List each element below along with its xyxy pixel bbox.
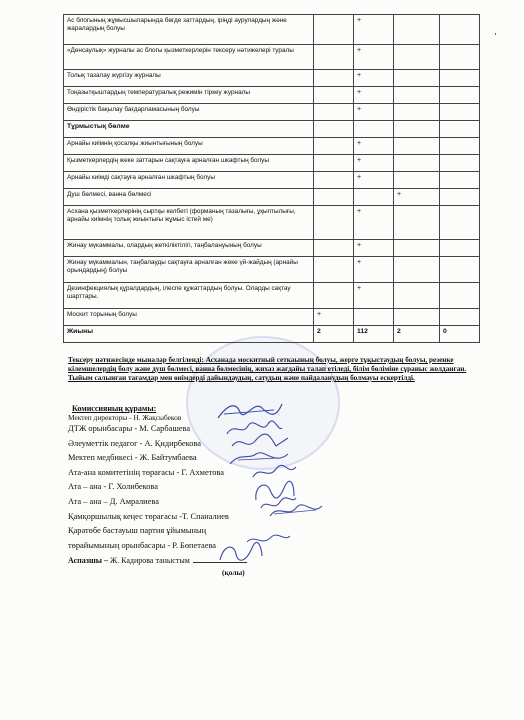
row-mark-col-4: 0 (440, 326, 480, 343)
row-mark-col-3: + (394, 189, 440, 206)
row-mark-col-1: 2 (314, 326, 354, 343)
row-mark-col-1 (314, 172, 354, 189)
row-mark-col-3 (394, 283, 440, 309)
row-mark-col-2 (354, 189, 394, 206)
row-mark-col-4 (440, 257, 480, 283)
row-mark-col-4 (440, 155, 480, 172)
table-row (64, 87, 480, 104)
row-mark-col-3 (394, 155, 440, 172)
row-mark-col-2 (354, 121, 394, 138)
table-row (64, 45, 480, 70)
row-mark-col-2: + (354, 155, 394, 172)
row-label: Арнайы киімді сақтауға арналған шкафтың болуы (64, 172, 314, 189)
row-label: Тұрмыстық бөлме (64, 121, 314, 138)
row-mark-col-1 (314, 70, 354, 87)
row-mark-col-1 (314, 138, 354, 155)
commission-member: Ата – ана - Г. Холибекова (68, 482, 158, 492)
row-mark-col-2: + (354, 206, 394, 240)
row-label: Ас блогының жұмысшыларында бөгде заттардың, іріңді аурулардың және жаралардың болуы (64, 15, 314, 45)
row-mark-col-3 (394, 104, 440, 121)
table-row (64, 138, 480, 155)
row-label: Жинау мүкаммалын, таңбалауды сақтауға арналған жеке үй-жайдың (арнайы орындардың) болуы (64, 257, 314, 283)
row-mark-col-3 (394, 121, 440, 138)
commission-member: Ата – ана – Д. Амралиева (68, 496, 159, 506)
row-mark-col-2: + (354, 283, 394, 309)
table-row (64, 257, 480, 283)
row-mark-col-1 (314, 15, 354, 45)
commission-member: Әлеуметтік педагог - А. Қидирбекова (68, 438, 202, 448)
row-mark-col-3 (394, 15, 440, 45)
cook-acknowledgement (68, 556, 247, 565)
row-mark-col-3: 2 (394, 326, 440, 343)
table-row (64, 309, 480, 326)
row-mark-col-4 (440, 15, 480, 45)
table-row (64, 155, 480, 172)
commission-member: ДТЖ орынбасары - М. Сарбашева (68, 424, 191, 433)
row-mark-col-3 (394, 257, 440, 283)
row-mark-col-2: + (354, 138, 394, 155)
row-mark-col-4 (440, 240, 480, 257)
table-total-row (64, 326, 480, 343)
row-mark-col-4 (440, 172, 480, 189)
row-mark-col-4 (440, 283, 480, 309)
row-mark-col-1 (314, 283, 354, 309)
row-mark-col-3 (394, 240, 440, 257)
row-label: Тоңазытқыштардың температуралық режимін тіркеу журналы (64, 87, 314, 104)
row-mark-col-2: + (354, 240, 394, 257)
row-mark-col-1 (314, 257, 354, 283)
row-mark-col-1 (314, 87, 354, 104)
inspection-table (63, 14, 480, 343)
row-mark-col-4 (440, 309, 480, 326)
row-label: Арнайы киімнің қосалқы жиынтығының болуы (64, 138, 314, 155)
row-mark-col-1 (314, 240, 354, 257)
row-mark-col-2: + (354, 15, 394, 45)
row-mark-col-2: + (354, 70, 394, 87)
row-label: Жиыны (64, 326, 314, 343)
row-mark-col-2 (354, 309, 394, 326)
row-mark-col-2: + (354, 172, 394, 189)
row-mark-col-4 (440, 138, 480, 155)
row-mark-col-2: + (354, 257, 394, 283)
table-row (64, 240, 480, 257)
row-mark-col-4 (440, 104, 480, 121)
commission-block (68, 404, 488, 553)
row-label: Душ бөлмесі, ванна бөлмесі (64, 189, 314, 206)
conclusion-text: Асханада москитный сеткаының болуы, жерге тұқыстаудың болуы, резенке кілемшелердің болу және душ бөлмесі, ванна бөлмесінің, жихаз жағдайы талап етіледі, білім бөліміне сұраныс жолданған. (68, 356, 467, 373)
table-row (64, 70, 480, 87)
row-mark-col-2: + (354, 104, 394, 121)
table-row (64, 189, 480, 206)
row-mark-col-1 (314, 155, 354, 172)
row-mark-col-3 (394, 172, 440, 189)
row-label: Москит торының болуы (64, 309, 314, 326)
signature-line (193, 562, 247, 563)
table-row (64, 172, 480, 189)
table-row (64, 206, 480, 240)
signature-caption: (қолы) (222, 568, 245, 577)
row-mark-col-1 (314, 206, 354, 240)
row-mark-col-3 (394, 206, 440, 240)
row-mark-col-2: + (354, 87, 394, 104)
row-mark-col-1 (314, 104, 354, 121)
inspection-conclusion (68, 356, 480, 383)
table-row (64, 283, 480, 309)
row-mark-col-2: 112 (354, 326, 394, 343)
row-mark-col-4 (440, 206, 480, 240)
commission-member: төрайымының орынбасары - Р. Бөпетаева (68, 540, 217, 550)
commission-title: Комиссияның құрамы: (72, 404, 157, 413)
commission-member: Қамқоршылық кеңес төрағасы -Т. Спаналиев (68, 511, 229, 521)
row-label: Асхана қызметкерлерінің сыртқы келбеті (форманың тазалығы, ұқыптылығы, арнайы киімнің толық жиынтығы жұмыс істей ме) (64, 206, 314, 240)
margin-mark: ‚ (494, 26, 497, 36)
row-label: Өндірістік бақылау бағдарламасының болуы (64, 104, 314, 121)
row-mark-col-1 (314, 189, 354, 206)
row-label: Қызметкерлердің жеке заттарын сақтауға арналған шкафтың болуы (64, 155, 314, 172)
table-row (64, 104, 480, 121)
row-mark-col-4 (440, 87, 480, 104)
commission-member: Мектеп директоры - Н. Жақсыбеков (68, 413, 182, 422)
row-mark-col-4 (440, 121, 480, 138)
row-mark-col-2: + (354, 45, 394, 70)
row-label: Толық тазалау жүргізу журналы (64, 70, 314, 87)
row-mark-col-4 (440, 45, 480, 70)
table-section-row (64, 121, 480, 138)
row-mark-col-3 (394, 138, 440, 155)
cook-label: Аспазшы – (68, 556, 108, 565)
conclusion-lead: Тексеру нәтижесінде мыналар белгіленді: (68, 356, 204, 364)
commission-member: Ата-ана комитетінің төрағасы - Г. Ахметова (68, 467, 224, 477)
row-mark-col-3 (394, 45, 440, 70)
row-label: «Денсаулық» журналы ас блогы қызметкерлерін тексеру нәтижелері туралы (64, 45, 314, 70)
row-mark-col-1 (314, 45, 354, 70)
row-label: Жинау мүкаммалы, олардың жеткіліктілігі, таңбалануының болуы (64, 240, 314, 257)
table-row (64, 15, 480, 45)
commission-member: Қаратөбе бастауыш партия ұйымының (68, 526, 207, 536)
row-mark-col-4 (440, 70, 480, 87)
cook-text: Ж. Кадирова таныстым (107, 556, 190, 565)
row-mark-col-1: + (314, 309, 354, 326)
row-mark-col-1 (314, 121, 354, 138)
row-mark-col-4 (440, 189, 480, 206)
conclusion-warning: Тыйым салынған тағамдар мен өнімдерді дайындаудың, сатудың және пайдаланудың болмауы ескертілді. (68, 374, 415, 382)
row-mark-col-3 (394, 309, 440, 326)
commission-member: Мектеп медбикесі - Ж. Байтумбаева (68, 453, 197, 463)
row-label: Дезинфекциялық құралдардың, ілеспе құжаттардың болуы. Оларды сақтау шарттары. (64, 283, 314, 309)
row-mark-col-3 (394, 87, 440, 104)
row-mark-col-3 (394, 70, 440, 87)
